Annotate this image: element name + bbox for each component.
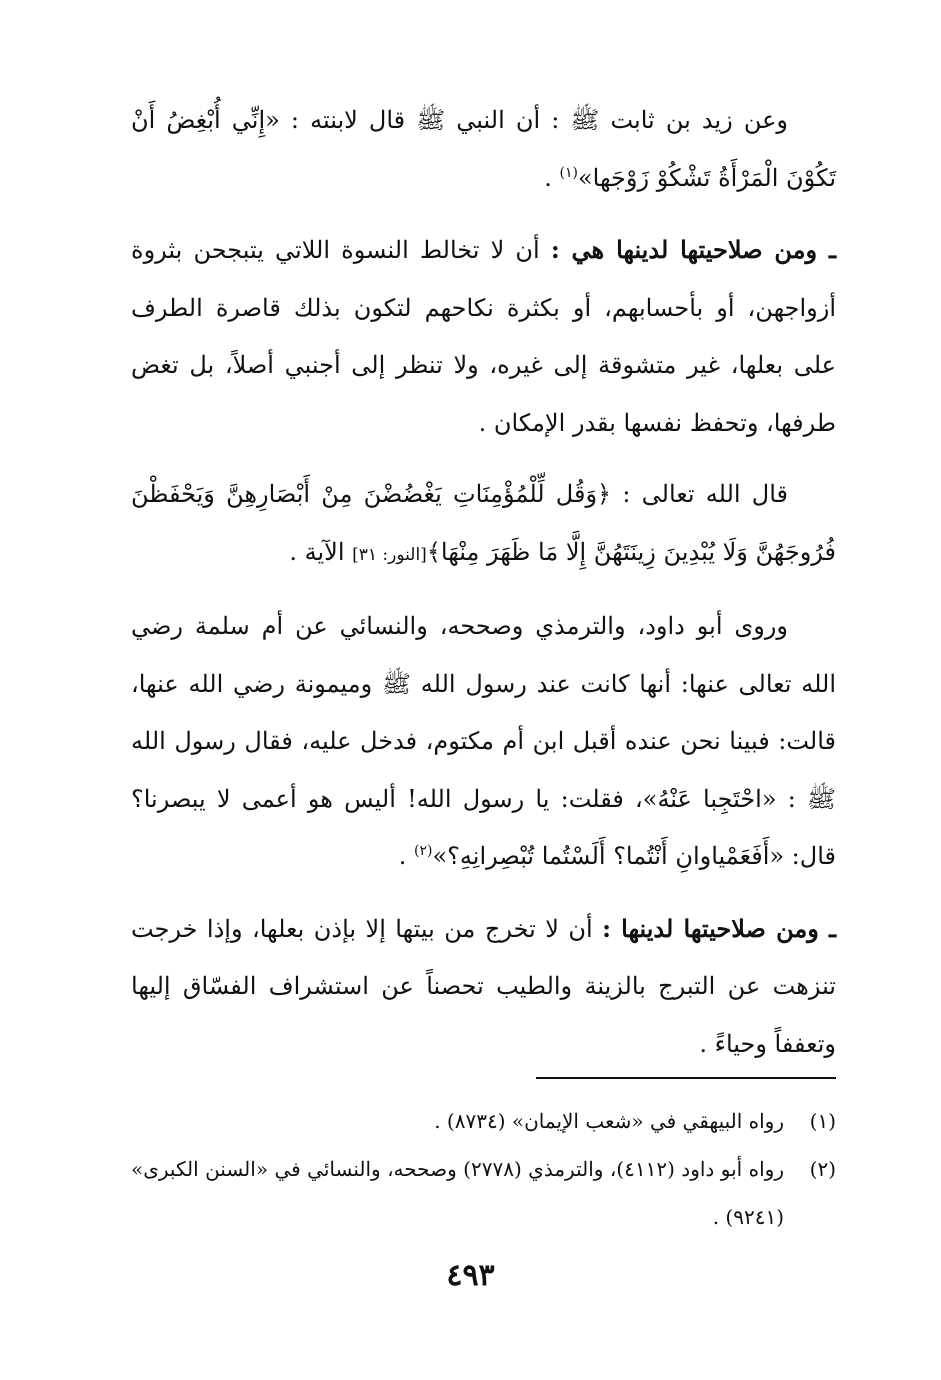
footnote-number: (١) bbox=[809, 1109, 836, 1133]
paragraph-text: وروى أبو داود، والترمذي وصححه، والنسائي عن أم سلمة رضي الله تعالى عنها: أنها كانت عند رسول الله ﷺ وميمونة رضي الله عنها، قالت: فبينا نحن عنده أقبل ابن أم مكتوم، فدخل عليه، فقال رسول الله ﷺ : «احْتَجِبا عَنْهُ»، فقلت: يا رسول الله! أليس هو أعمى لا يبصرنا؟ قال: «أَفَعَمْياوانِ أَنْتُما؟ أَلَسْتُما تُبْصِرانِهِ؟» bbox=[131, 612, 836, 870]
footnote-number: (٢) bbox=[809, 1157, 836, 1181]
verse-reference: [النور: ٣١] bbox=[352, 544, 427, 565]
paragraph-text: قال الله تعالى : ﴿وَقُل لِّلْمُؤْمِنَاتِ يَغْضُضْنَ مِنْ أَبْصَارِهِنَّ وَيَحْفَظْنَ فُرُوجَهُنَّ وَلَا يُبْدِينَ زِينَتَهُنَّ إِلَّا مَا ظَهَرَ مِنْهَا﴾ bbox=[131, 480, 836, 566]
footnotes bbox=[131, 1097, 836, 1241]
paragraph-text: أن لا تخالط النسوة اللاتي يتبجحن بثروة أزواجهن، أو بأحسابهم، أو بكثرة نكاحهم لتكون بذلك قاصرة الطرف على بعلها، غير متشوقة إلى غيره، ولا تنظر إلى أجنبي أصلاً، بل تغض طرفها، وتحفظ نفسها بقدر الإمكان . bbox=[131, 236, 836, 437]
footnote-ref-2: (٢) bbox=[414, 843, 433, 859]
paragraph-leaving-home bbox=[131, 900, 836, 1074]
paragraph-text: وعن زيد بن ثابت ﷺ : أن النبي ﷺ قال لابنته : «إِنِّي أُبْغِضُ أَنْ تَكُوْنَ الْمَرْأَةُ تَشْكُوْ زَوْجَها» bbox=[131, 106, 836, 192]
footnote-2 bbox=[131, 1145, 836, 1241]
paragraph-end: . bbox=[544, 163, 560, 192]
section-lead: ـ ومن صلاحيتها لدينها : bbox=[602, 913, 836, 943]
paragraph-text: أن لا تخرج من بيتها إلا بإذن بعلها، وإذا خرجت تنزهت عن التبرج بالزينة والطيب تحصناً عن استشراف الفسّاق إليها وتعففاً وحياءً . bbox=[131, 914, 836, 1058]
page-number: ٤٩٣ bbox=[446, 1258, 495, 1293]
paragraph-mixing bbox=[131, 221, 836, 452]
footnote-separator bbox=[536, 1077, 836, 1079]
section-lead: ـ ومن صلاحيتها لدينها هي : bbox=[550, 235, 836, 264]
paragraph-end: الآية . bbox=[289, 537, 353, 566]
paragraph-zaid-hadith bbox=[131, 92, 836, 207]
footnote-ref-1: (١) bbox=[559, 164, 578, 181]
footnote-1 bbox=[131, 1097, 836, 1145]
footnote-text: رواه أبو داود (٤١١٢)، والترمذي (٢٧٧٨) وصححه، والنسائي في «السنن الكبرى» (٩٢٤١) . bbox=[131, 1157, 784, 1229]
paragraph-quran-verse bbox=[131, 466, 836, 584]
footnote-text: رواه البيهقي في «شعب الإيمان» (٨٧٣٤) . bbox=[434, 1109, 784, 1133]
main-text bbox=[131, 92, 836, 1087]
paragraph-end: . bbox=[398, 842, 415, 870]
paragraph-umm-salama-hadith bbox=[131, 598, 836, 886]
